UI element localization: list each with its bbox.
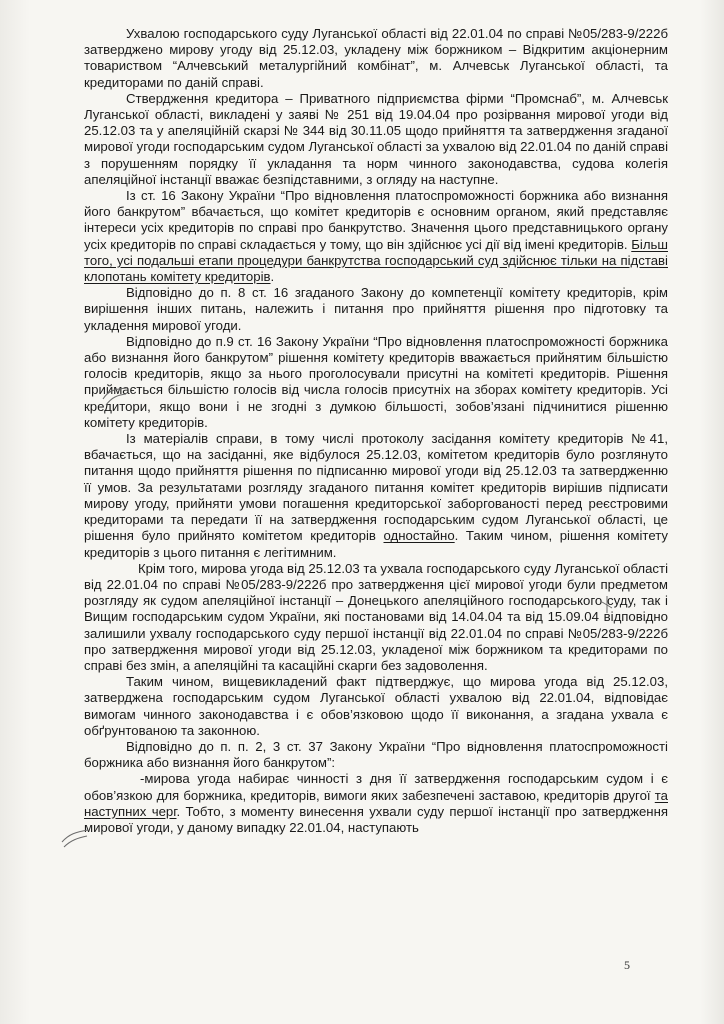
paragraph-tail: . xyxy=(270,269,275,285)
paragraph xyxy=(84,431,668,561)
paragraph xyxy=(84,674,668,739)
paragraph-text: Із матеріалів справи, в тому числі протоколу засідання комітету кредиторів №41, вбачається, що на засіданні, яке відбулося 25.12.03, комітетом кредиторів було розглянуто питання щодо прийняття рішення по підписанню мирової угоди від 25.12.03 та затвердженню її умов. За результатами розгляду згаданого питання комітет кредиторів вирішив підписати мирову угоду, прийняти умови погашення кредиторської заборгованості перед реєстровими кредиторами та передати її на затвердження господарським судом Луганської області, це рішення було прийнято комітетом кредиторів xyxy=(84,431,668,544)
paragraph-text: Ствердження кредитора – Приватного підприємства фірми “Промснаб”, м. Алчевськ Луганської області, викладені у заяві № 251 від 19.04.04 про розірвання мирової угоди від 25.12.03 та у апеляційній скарзі № 344 від 30.11.05 щодо прийняття та затвердження згаданої мирової угоди господарським судом Луганської області за ухвалою від 22.01.04 по даній справі з порушенням порядку її укладання та норм чинного законодавства, судова колегія апеляційної інстанції вважає безпідставними, з огляду на наступне. xyxy=(84,90,668,187)
paragraph xyxy=(84,771,668,836)
underlined-text: одностайно xyxy=(383,528,455,544)
handwritten-check-mark xyxy=(100,385,130,411)
paragraph-tail: . Тобто, з моменту винесення ухвали суду першої інстанції про затвердження мирової угоди, у даному випадку 22.01.04, наступають xyxy=(84,803,668,835)
paragraph-text: Ухвалою господарського суду Луганської області від 22.01.04 по справі №05/283-9/222б затверджено мирову угоду від 25.12.03, укладену між боржником – Відкритим акціонерним товариством “Алчевський металургійний комбінат”, м. Алчевськ Луганської області, та кредиторами по даній справі. xyxy=(84,26,668,90)
paragraph xyxy=(84,334,668,431)
paragraph-text: Таким чином, вищевикладений факт підтверджує, що мирова угода від 25.12.03, затверджена господарським судом Луганської області ухвалою від 22.01.04, відповідає вимогам чинного законодавства і є обов’язковою щодо її виконання, а згадана ухвала є обґрунтованою та законною. xyxy=(84,674,668,738)
paragraph-text: Відповідно до п.9 ст. 16 Закону України “Про відновлення платоспроможності боржника або визнання його банкрутом” рішення комітету кредиторів вважається прийнятим більшістю голосів кредиторів, якщо за нього проголосували присутні на комітеті кредиторів. Рішення приймається більшістю голосів від числа голосів присутніх на зборах комітету кредиторів. Усі кредитори, якщо вони і не згодні з думкою більшості, зобов’язані підчинитися рішенню комітету кредиторів. xyxy=(84,333,668,430)
paragraph xyxy=(84,91,668,188)
paragraph xyxy=(84,561,668,674)
handwritten-mark xyxy=(598,594,616,616)
paragraph-text: -мирова угода набирає чинності з дня її затвердження господарським судом і є обов’язкою для боржника, кредиторів, вимоги яких забезпечені заставою, кредиторів другої xyxy=(84,771,668,803)
paragraph-tail: . Таким чином, рішення комітету кредиторів з цього питання є легітимним. xyxy=(84,528,668,560)
paragraph xyxy=(84,188,668,285)
paragraph-text: Крім того, мирова угода від 25.12.03 та ухвала господарського суду Луганської області від 22.01.04 по справі №05/283-9/222б про затвердження цієї мирової угоди були предметом розгляду як судом апеляційної інстанції – Донецького апеляційного господарського суду, так і Вищим господарським судом України, які постановами від 14.04.04 та від 15.09.04 відповідно залишили ухвалу господарського суду першої інстанції від 22.01.04 по справі №05/283-9/222б про затвердження мирової угоди від 25.12.03, укладеної між боржником та кредиторами по справі без змін, а апеляційні та касаційні скарги без задоволення. xyxy=(84,560,668,673)
underlined-text: Більш того, усі подальші етапи процедури банкрутства господарський суд здійснює тільки на підставі клопотань комітету кредиторів xyxy=(84,236,668,285)
paragraph xyxy=(84,285,668,334)
handwritten-check-mark xyxy=(60,826,90,850)
paragraph-text: Відповідно до п. 8 ст. 16 згаданого Закону до компетенції комітету кредиторів, крім вирішення інших питань, належить і питання про прийняття рішення про підготовку та укладення мирової угоди. xyxy=(84,285,668,333)
underlined-text: та наступних черг xyxy=(84,787,668,819)
paragraph xyxy=(84,739,668,771)
document-body xyxy=(84,26,668,836)
page-number: 5 xyxy=(624,958,630,972)
paragraph-text: Відповідно до п. п. 2, 3 ст. 37 Закону України “Про відновлення платоспроможності боржника або визнання його банкрутом”: xyxy=(84,738,668,771)
paragraph-text: Із ст. 16 Закону України “Про відновлення платоспроможності боржника або визнання його банкрутом” вбачається, що комітет кредиторів є основним органом, який представляє інтереси усіх кредиторів по справі про банкрутство. Значення цього представницького органу усіх кредиторів по справі складається у тому, що він здійснює усі дії від імені кредиторів. xyxy=(84,188,668,252)
paragraph xyxy=(84,26,668,91)
